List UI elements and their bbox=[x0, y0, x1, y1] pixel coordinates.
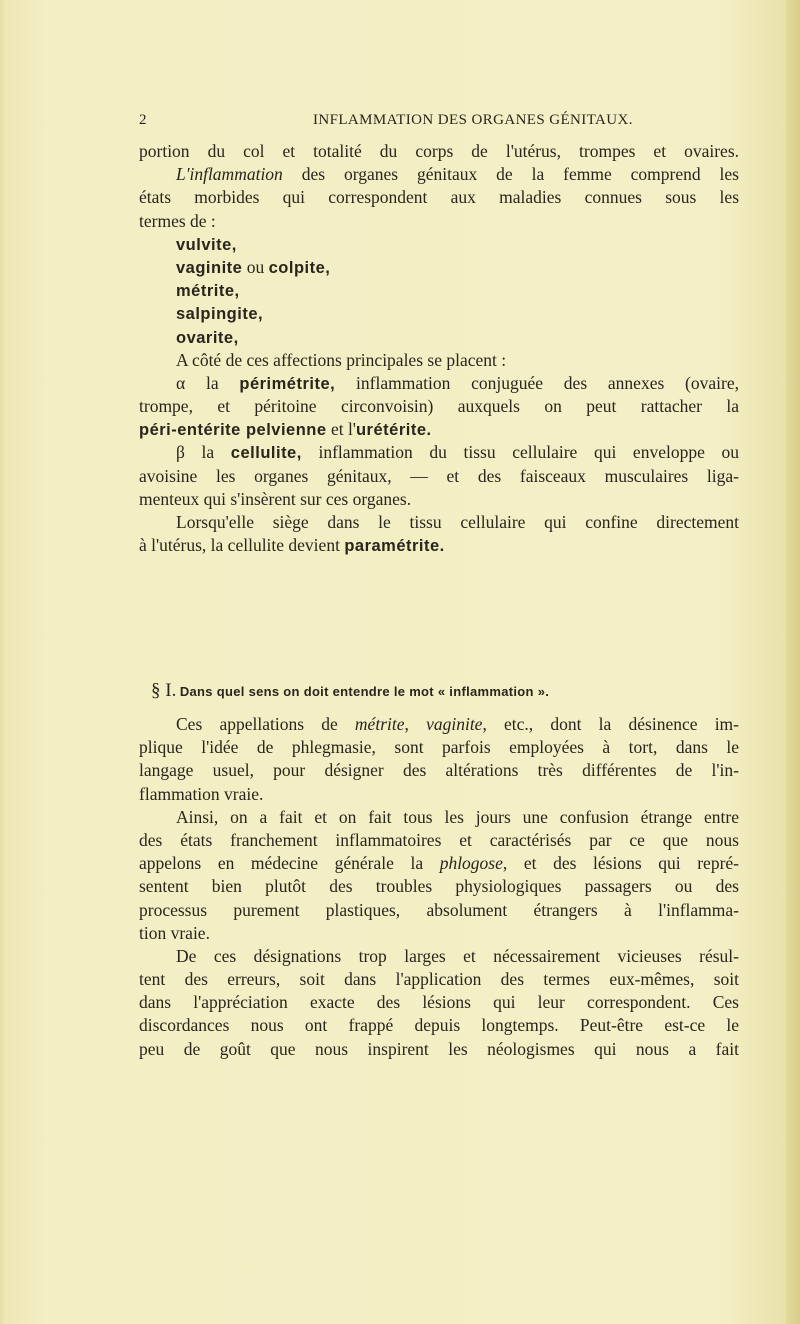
text-line: langage usuel, pour désigner des altérations très différentes de l'in- bbox=[139, 760, 739, 781]
term: métrite, bbox=[176, 282, 240, 301]
text-line: états morbides qui correspondent aux maladies connues sous les bbox=[139, 187, 739, 208]
text-line: dans l'appréciation exacte des lésions qui leur correspondent. Ces bbox=[139, 992, 739, 1013]
text-line: α la périmétrite, inflammation conjuguée des annexes (ovaire, bbox=[176, 372, 739, 393]
text-line: β la cellulite, inflammation du tissu cellulaire qui enveloppe ou bbox=[176, 442, 739, 463]
text-line: Ces appellations de métrite, vaginite, etc., dont la désinence im- bbox=[176, 714, 739, 734]
text-line: Lorsqu'elle siège dans le tissu cellulaire qui confine directement bbox=[176, 512, 739, 532]
text-line: processus purement plastiques, absolument étrangers à l'inflamma- bbox=[139, 899, 739, 920]
text-line: à l'utérus, la cellulite devient paramétrite. bbox=[139, 535, 445, 556]
emphasis: L'inflammation bbox=[176, 164, 283, 185]
text-line: tion vraie. bbox=[139, 922, 210, 943]
term-line bbox=[139, 326, 739, 349]
text-line: des états franchement inflammatoires et caractérisés par ce que nous bbox=[139, 829, 739, 850]
term-line: vaginite ou colpite, bbox=[176, 256, 331, 277]
text-line: avoisine les organes génitaux, — et des faisceaux musculaires liga- bbox=[139, 465, 739, 486]
term: paramétrite. bbox=[344, 537, 445, 556]
term: colpite, bbox=[268, 258, 331, 277]
section-title-a: Dans quel sens on doit entendre le mot « bbox=[179, 684, 450, 699]
text-line: discordances nous ont frappé depuis longtemps. Peut-être est-ce le bbox=[139, 1015, 739, 1036]
term: urétérite. bbox=[355, 421, 432, 440]
body-text-upper bbox=[139, 140, 739, 557]
term: vulvite, bbox=[176, 235, 237, 254]
term: vaginite bbox=[176, 258, 243, 277]
text-line: plique l'idée de phlegmasie, sont parfois employées à tort, dans le bbox=[139, 737, 739, 758]
page-right-edge bbox=[786, 0, 800, 1324]
body-text-lower bbox=[139, 713, 739, 1061]
text-line: sentent bien plutôt des troubles physiologiques passagers ou des bbox=[139, 876, 739, 897]
term-line bbox=[139, 233, 739, 256]
text-line: A côté de ces affections principales se placent : bbox=[176, 349, 507, 370]
text-line: L'inflammation des organes génitaux de la femme comprend les bbox=[176, 164, 739, 185]
section-title-b: inflammation bbox=[449, 684, 534, 699]
section-heading bbox=[151, 680, 731, 702]
term: péri-entérite pelvienne bbox=[139, 421, 327, 440]
text-line: peu de goût que nous inspirent les néologismes qui nous a fait bbox=[139, 1038, 739, 1059]
term: périmétrite, bbox=[239, 374, 336, 393]
text-line: portion du col et totalité du corps de l'utérus, trompes et ovaires. bbox=[139, 141, 739, 161]
text-line: tent des erreurs, soit dans l'application des termes eux-mêmes, soit bbox=[139, 969, 739, 990]
text-line: Ainsi, on a fait et on fait tous les jours une confusion étrange entre bbox=[176, 806, 739, 827]
term: ovarite, bbox=[176, 328, 239, 347]
section-mark: § I. bbox=[151, 680, 177, 701]
term: salpingite, bbox=[176, 305, 264, 324]
running-head bbox=[139, 112, 739, 134]
text-line: De ces désignations trop larges et nécessairement vicieuses résul- bbox=[176, 945, 739, 966]
text-line: menteux qui s'insèrent sur ces organes. bbox=[139, 488, 412, 509]
term-line bbox=[139, 302, 739, 325]
text-line: péri-entérite pelvienne et l'urétérite. bbox=[139, 419, 432, 440]
text-line: trompe, et péritoine circonvoisin) auxquels on peut rattacher la bbox=[139, 396, 739, 417]
term: cellulite, bbox=[230, 444, 302, 463]
text-line: termes de : bbox=[139, 210, 216, 231]
text-line: appelons en médecine générale la phlogose, et des lésions qui repré- bbox=[139, 853, 739, 874]
page-left-edge bbox=[0, 0, 6, 1324]
text-line: flammation vraie. bbox=[139, 783, 264, 804]
running-title: INFLAMMATION DES ORGANES GÉNITAUX. bbox=[313, 112, 633, 128]
page-number: 2 bbox=[139, 112, 147, 128]
term-line bbox=[139, 279, 739, 302]
section-title-c: ». bbox=[533, 684, 550, 699]
